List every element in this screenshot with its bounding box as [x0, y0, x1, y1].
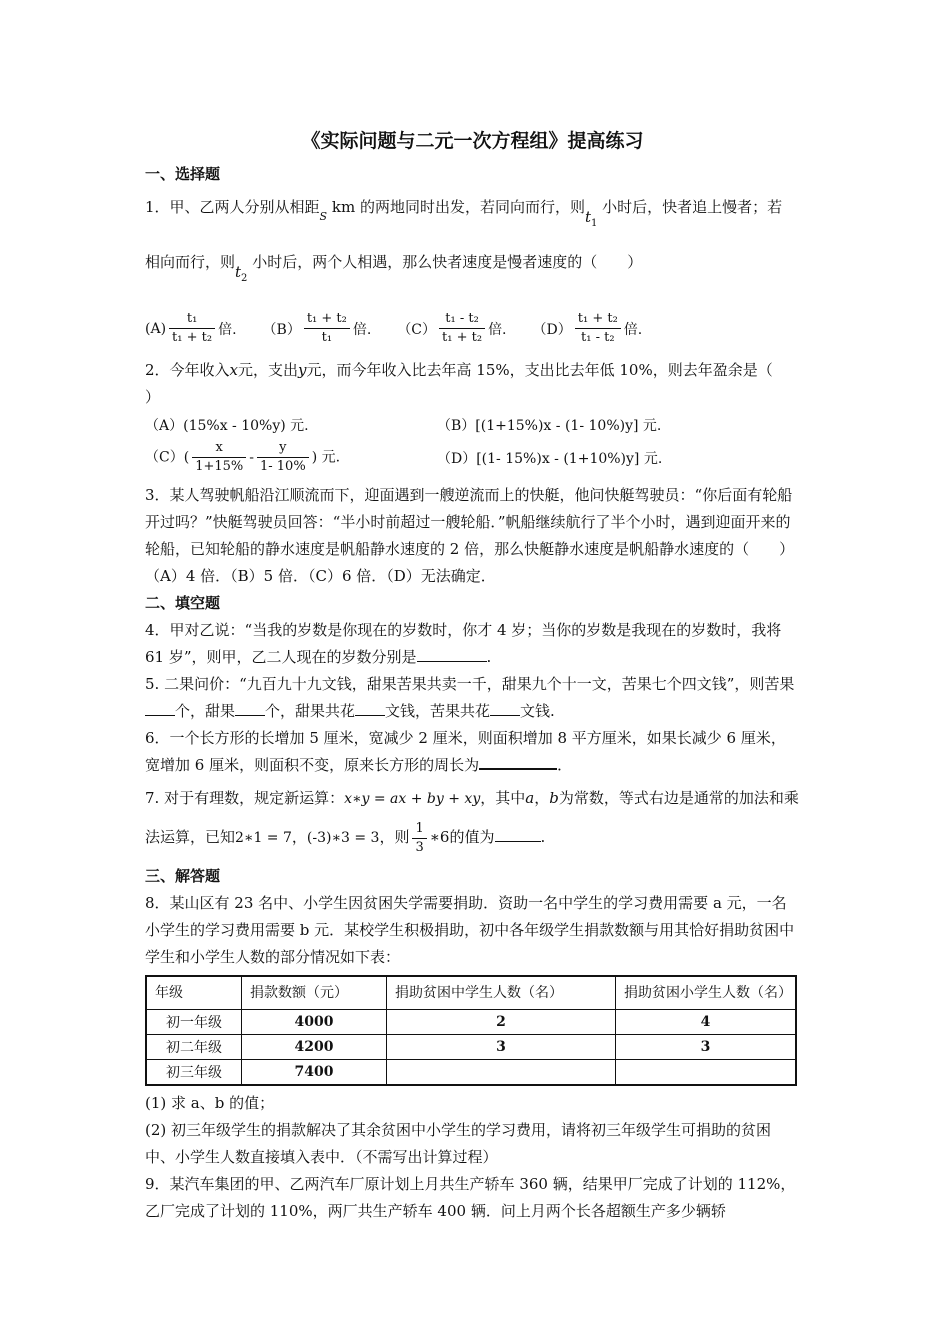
option-a: (A) $\frac{\text{t₁}}{\text{t₁ + t₂}}$ 倍.	[145, 311, 237, 345]
question-6: 6．一个长方形的长增加 5 厘米，宽减少 2 厘米，则面积增加 8 平方厘米，如果长减少 6 厘米，宽增加 6 厘米，则面积不变，原来长方形的周长为 ．	[145, 729, 786, 774]
section-heading-fill: 二、填空题	[145, 594, 221, 612]
header-amount: 捐款数额（元）	[242, 976, 387, 1010]
answer-blank[interactable]	[495, 826, 541, 842]
fraction: $\frac{\text{t₁ - t₂}}{\text{t₁ + t₂}}$	[439, 310, 485, 347]
answer-blank[interactable]	[417, 646, 487, 662]
donation-table	[145, 975, 797, 1086]
answer-blank[interactable]	[490, 700, 520, 716]
var-s: S	[319, 210, 328, 223]
fraction: $\frac{\text{t₁ + t₂}}{\text{t₁}}$	[304, 310, 350, 347]
table-row: 初二年级 4200 3 3	[146, 1035, 796, 1060]
section-heading-solve: 三、解答题	[145, 867, 221, 885]
answer-cell[interactable]	[387, 1060, 616, 1086]
answer-blank[interactable]	[145, 700, 175, 716]
answer-blank[interactable]	[479, 753, 557, 770]
option-d: （D） $\frac{\text{t₁ + t₂}}{\text{t₁ - t₂}}$ 倍.	[532, 311, 643, 345]
section-heading-choice: 一、选择题	[145, 165, 221, 183]
fraction: $\frac{y}{1- 10\%}$	[257, 439, 309, 476]
question-5: 5. 二果问价：“九百九十九文钱，甜果苦果共卖一千，甜果九个十一文，苦果七个四文钱”，则苦果个，甜果 个，甜果共花 文钱，苦果共花 文钱.	[145, 675, 795, 720]
table-row: 初一年级 4000 2 4	[146, 1010, 796, 1035]
document-title: 《实际问题与二元一次方程组》提高练习	[301, 130, 644, 152]
header-primary-students: 捐助贫困小学生人数（名）	[616, 976, 797, 1010]
question-1: 1．甲、乙两人分别从相距$_S$ km 的两地同时出发，若同向而行，则$t_1$ 小时后，快者追上慢者；若 相向而行，则$t_2$ 小时后，两个人相遇，那么快者速度是慢者速度的（ ）	[145, 198, 783, 284]
header-grade: 年级	[146, 976, 242, 1010]
fraction: $\frac{x}{1+15\%}$	[192, 439, 246, 476]
fraction: $\frac{\text{t₁ + t₂}}{\text{t₁ - t₂}}$	[575, 310, 621, 347]
question-9: 9．某汽车集团的甲、乙两汽车厂原计划上月共生产轿车 360 辆，结果甲厂完成了计划的 112%，乙厂完成了计划的 110%，两厂共生产轿车 400 辆．问上月两个长各超额生产多少辆轿	[145, 1175, 796, 1220]
question-2: 2．今年收入x元，支出y元，而今年收入比去年高 15%，支出比去年低 10%，则去年盈余是（ ）	[145, 361, 773, 406]
answer-blank[interactable]	[235, 700, 265, 716]
option-b: （B）[(1+15%)x - (1- 10%)y] 元.	[437, 418, 662, 434]
option-a: （A）(15%x - 10%y) 元.	[145, 418, 309, 434]
question-2-options-ab	[145, 415, 800, 435]
question-7: 7. 对于有理数，规定新运算：x∗y = ax + by + xy，其中a，b为常数，等式右边是通常的加法和乘法运算，已知2∗1 = 7，(-3)∗3 = 3，则 $\frac{1}{3}$ ∗6的值为 .	[145, 789, 799, 855]
question-8-part-2: (2) 初三年级学生的捐款解决了其余贫困中小学生的学习费用，请将初三年级学生可捐助的贫困中、小学生人数直接填入表中．（不需写出计算过程）	[145, 1121, 772, 1166]
option-b: （B） $\frac{\text{t₁ + t₂}}{\text{t₁}}$ 倍.	[262, 311, 372, 345]
formula: x∗y = ax + by + xy	[344, 791, 481, 807]
question-8-part-1: (1) 求 a、b 的值；	[145, 1094, 275, 1112]
table-row: 初三年级 7400	[146, 1060, 796, 1086]
question-8: 8．某山区有 23 名中、小学生因贫困失学需要捐助．资助一名中学生的学习费用需要 a 元，一名小学生的学习费用需要 b 元．某校学生积极捐助，初中各年级学生捐款数额与用其恰好捐助贫困中学生和小学生人数的部分情况如下表：	[145, 894, 795, 966]
question-3: 3．某人驾驶帆船沿江顺流而下，迎面遇到一艘逆流而上的快艇，他问快艇驾驶员：“你后面有轮船开过吗？”快艇驾驶员回答：“半小时前超过一艘轮船．”帆船继续航行了半个小时，遇到迎面开来的轮船，已知轮船的静水速度是帆船静水速度的 2 倍，那么快艇静水速度是帆船静水速度的（ ）	[145, 486, 795, 558]
fraction: $\frac{\text{t₁}}{\text{t₁ + t₂}}$	[169, 310, 215, 347]
option-c: （C） $\frac{\text{t₁ - t₂}}{\text{t₁ + t₂}}$ 倍.	[397, 311, 507, 345]
question-1-options	[145, 310, 800, 347]
option-d: （D）[(1- 15%)x - (1+10%)y] 元.	[437, 450, 663, 467]
question-2-options-cd	[145, 439, 800, 476]
question-4: 4．甲对乙说：“当我的岁数是你现在的岁数时，你才 4 岁；当你的岁数是我现在的岁数时，我将 61 岁”，则甲，乙二人现在的岁数分别是 .	[145, 621, 782, 666]
answer-cell[interactable]	[616, 1060, 797, 1086]
table-header-row	[146, 976, 796, 1010]
fraction: $\frac{1}{3}$	[412, 820, 426, 857]
answer-blank[interactable]	[355, 700, 385, 716]
option-c: （C）( $\frac{x}{1+15\%}$ - $\frac{y}{1- 10\%}$ ) 元.	[145, 440, 341, 474]
document-page	[145, 120, 800, 1225]
header-middle-students: 捐助贫困中学生人数（名）	[387, 976, 616, 1010]
question-3-options: （A）4 倍．（B）5 倍．（C）6 倍．（D）无法确定．	[145, 567, 496, 585]
